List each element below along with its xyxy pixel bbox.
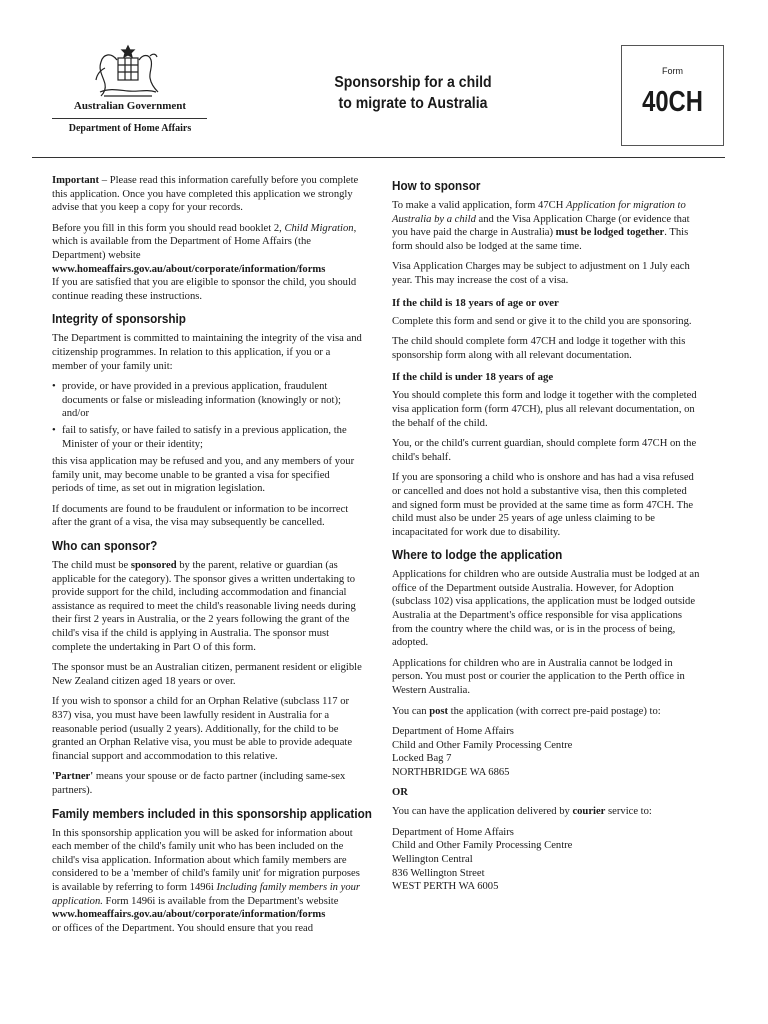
who-paragraph: If you wish to sponsor a child for an Orphan Relative (subclass 117 or 837) visa, you must have been lawfully resident in Australia for a reasonable period (usually 2 years). Additionally, for the child to be granted an Orphan Relative visa, you must be able to provide adequate financial support and accommodation to this relative. [52, 696, 353, 762]
left-column [52, 174, 372, 942]
integrity-intro: The Department is committed to maintaining the integrity of the visa and citizenship programmes. In relation to this application, if you or a member of your family unit: [52, 333, 362, 372]
partner-paragraph: 'Partner' means your spouse or de facto partner (including same-sex partners). [52, 771, 346, 796]
department-name: Department of Home Affairs [68, 123, 192, 134]
important-paragraph: Important – Please read this information carefully before you complete this application. Once you have completed this application we strongly advise that you keep a copy for your records. [52, 175, 359, 214]
over18-heading: If the child is 18 years of age or over [392, 296, 559, 309]
how-heading: How to sponsor [392, 178, 481, 193]
integrity-list [52, 380, 362, 451]
address-line: Wellington Central [392, 853, 473, 865]
lodge-heading: Where to lodge the application [392, 547, 563, 563]
before-paragraph: Before you fill in this form you should read booklet 2, Child Migration, which is available from the Department of Home Affairs (the Department) website www.homeaffairs.gov.au/about/corporate/information/forms If you are satisfied that you are eligible to sponsor the child, you should continue reading these instructions. [52, 222, 357, 302]
address-line: NORTHBRIDGE WA 6865 [392, 767, 510, 778]
lodge-paragraph: Applications for children who are in Australia cannot be lodged in person. You must post or courier the application to the Perth office in Western Australia. [392, 657, 685, 697]
how-paragraph: To make a valid application, form 47CH Application for migration to Australia by a child and the Visa Application Charge (or evidence that you have paid the charge in Australia) must be lodged together. This form should also be lodged at the same time. [392, 200, 690, 252]
right-column [392, 174, 704, 900]
under18-paragraph: If you are sponsoring a child who is onshore and has had a visa refused or cancelled and does not hold a substantive visa, then this completed and signed form must be provided at the same time as form 47CH. The child must also be under 25 years of age unless claiming to be incapacitated for work due to disability. [392, 472, 694, 538]
under18-paragraph: You should complete this form and lodge it together with the completed visa application form (form 47CH), plus all relevant documentation, on the behalf of the child. [392, 390, 697, 429]
forms-link[interactable]: www.homeaffairs.gov.au/about/corporate/information/forms [52, 263, 326, 275]
address-line: Child and Other Family Processing Centre [392, 840, 573, 852]
header-divider [52, 118, 207, 119]
integrity-heading: Integrity of sponsorship [52, 311, 186, 327]
booklet-title: Child Migration [284, 222, 354, 234]
courier-address [392, 826, 704, 894]
header-rule [32, 157, 725, 158]
integrity-paragraph: this visa application may be refused and you, and any members of your family unit, may become unable to be granted a visa for specified periods of time, as set out in migration legislation. [52, 456, 355, 495]
postal-address [392, 725, 704, 779]
address-line: Department of Home Affairs [392, 726, 514, 738]
over18-paragraph: The child should complete form 47CH and lodge it together with this sponsorship form along with all relevant documentation. [392, 336, 686, 361]
form-number: 40CH [642, 86, 703, 118]
address-line: Child and Other Family Processing Centre [392, 739, 573, 751]
courier-paragraph: You can have the application delivered by courier service to: [392, 806, 652, 818]
lodge-paragraph: Applications for children who are outside Australia must be lodged at an office of the Department outside Australia. However, for Adoption (subclass 102) visa applications, the application must be lodged outside Australia at the Department's office responsible for visa applications from the country where the child was, or is in the process of being, adopted. [392, 569, 700, 649]
form-title-line1: Sponsorship for a child [334, 74, 492, 91]
form-number-box [621, 45, 724, 146]
family-paragraph: In this sponsorship application you will be asked for information about each member of the child's family unit who has been included on the child's visa application. Information about which family members are considered to be a 'member of child's family unit' for migration purposes is available by referring to form 1496i Including family members in your application. Form 1496i is available from the Department's website www.homeaffairs.gov.au/about/corporate/information/forms or offices of the Department. You should ensure that you read [52, 827, 361, 934]
list-item: • provide, or have provided in a previous application, fraudulent documents or false or misleading information (knowingly or not); and/or [52, 380, 362, 421]
address-line: Department of Home Affairs [392, 826, 514, 838]
under18-heading: If the child is under 18 years of age [392, 371, 554, 384]
important-label: Important [52, 175, 100, 186]
form-label: Form [662, 66, 683, 76]
integrity-paragraph: If documents are found to be fraudulent or information to be incorrect after the grant of a visa, the visa may subsequently be cancelled. [52, 503, 349, 529]
form-title [314, 72, 513, 114]
address-line: 836 Wellington Street [392, 867, 485, 879]
who-paragraph: The sponsor must be an Australian citizen, permanent resident or eligible New Zealand citizen aged 18 years or over. [52, 662, 362, 687]
address-line: WEST PERTH WA 6005 [392, 881, 499, 893]
or-label: OR [392, 786, 408, 798]
address-line: Locked Bag 7 [392, 753, 452, 765]
government-name: Australian Government [73, 100, 187, 112]
list-item: • fail to satisfy, or have failed to satisfy in a previous application, the Minister of your or their identity; [52, 424, 362, 451]
family-heading: Family members included in this sponsorship application [52, 805, 372, 821]
over18-paragraph: Complete this form and send or give it to the child you are sponsoring. [392, 315, 692, 327]
under18-paragraph: You, or the child's current guardian, should complete form 47CH on the child's behalf. [392, 438, 697, 463]
post-paragraph: You can post the application (with correct pre-paid postage) to: [392, 705, 661, 717]
form-header [0, 0, 768, 160]
form-title-line2: to migrate to Australia [338, 95, 488, 112]
forms-link[interactable]: www.homeaffairs.gov.au/about/corporate/information/forms [52, 909, 326, 921]
who-heading: Who can sponsor? [52, 538, 158, 554]
who-paragraph: The child must be sponsored by the parent, relative or guardian (as applicable for the category). The sponsor gives a written undertaking to provide support for the child, including accommodation and financial assistance as required to meet the child's reasonable living needs during their first 2 years in Australia, or the 2 years following the grant of the child's visa if the child is applying in Australia. The sponsor must complete the undertaking in Part O of this form. [52, 560, 356, 653]
how-paragraph: Visa Application Charges may be subject to adjustment on 1 July each year. This may increase the cost of a visa. [392, 261, 690, 286]
coat-of-arms-icon [90, 42, 166, 100]
